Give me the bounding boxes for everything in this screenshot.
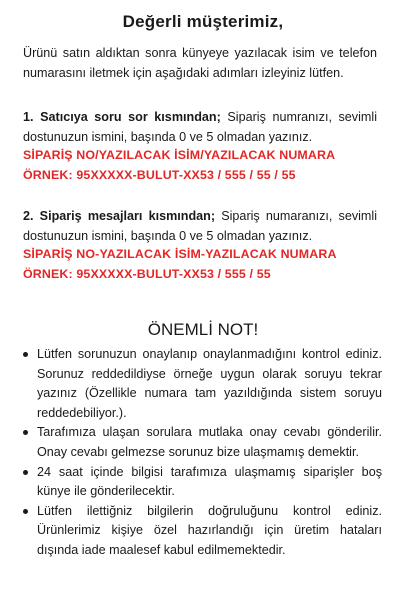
- note-item: [23, 345, 382, 423]
- step-2-format: SİPARİŞ NO-YAZILACAK İSİM-YAZILACAK NUMARA: [23, 247, 337, 261]
- bullet-icon: [23, 430, 28, 435]
- step-1-paragraph: [23, 108, 377, 147]
- step-1-text: Sipariş numranızı, sevimli dostunuzun ismini, başında 0 ve 5 olmadan yazınız.: [23, 110, 377, 144]
- step-1-format: SİPARİŞ NO/YAZILACAK İSİM/YAZILACAK NUMARA: [23, 148, 336, 162]
- intro-paragraph: Ürünü satın aldıktan sonra künyeye yazılacak isim ve telefon numarasını iletmek için aşağıdaki adımları izleyiniz lütfen.: [23, 46, 377, 80]
- note-item-text: Lütfen sorunuzun onaylanıp onaylanmadığını kontrol ediniz. Sorunuz reddedildiyse örneğe uygun olarak soruyu tekrar yazınız (Özellikle numara tam yazıldığında sistem soruyu reddedebiliyor.).: [37, 347, 382, 420]
- bullet-icon: [23, 509, 28, 514]
- step-2-text: Sipariş numaranızı, sevimli dostunuzun ismini, başında 0 ve 5 olmadan yazınız.: [23, 209, 378, 243]
- note-item: [23, 502, 382, 561]
- step-2-heading: Sipariş mesajları kısmından;: [39, 209, 216, 223]
- important-note-list: [23, 345, 382, 561]
- note-item: [23, 463, 382, 502]
- step-1-example: ÖRNEK: 95XXXXX-BULUT-XX53 / 555 / 55 / 55: [23, 167, 296, 182]
- note-item: [23, 423, 382, 462]
- step-2-format-block: [23, 245, 377, 284]
- step-1-heading: Satıcıya soru sor kısmından;: [40, 110, 221, 124]
- step-1-number: 1.: [23, 110, 34, 124]
- note-item-text: Tarafımıza ulaşan sorulara mutlaka onay cevabı gönderilir. Onay cevabı gelmezse sorunuz bize ulaşmamış demektir.: [37, 425, 382, 459]
- note-item-text: 24 saat içinde bilgisi tarafımıza ulaşmamış siparişler boş künye ile gönderilecektir.: [37, 464, 382, 499]
- important-note-title: ÖNEMLİ NOT!: [147, 320, 259, 339]
- bullet-icon: [23, 352, 28, 357]
- note-item-text: Lütfen ilettiğniz bilgilerin doğruluğunu kontrol ediniz. Ürünlerimiz kişiye özel hazırlandığı için üretim hataları dışında iade maalesef kabul edilmemektedir.: [37, 503, 382, 557]
- bullet-icon: [23, 470, 28, 475]
- step-1-format-block: [23, 146, 377, 185]
- greeting-title: Değerli müşterimiz,: [122, 12, 284, 31]
- step-2-paragraph: [23, 207, 377, 246]
- step-2-example: ÖRNEK: 95XXXXX-BULUT-XX53 / 555 / 55: [23, 266, 271, 281]
- step-2-number: 2.: [23, 209, 34, 223]
